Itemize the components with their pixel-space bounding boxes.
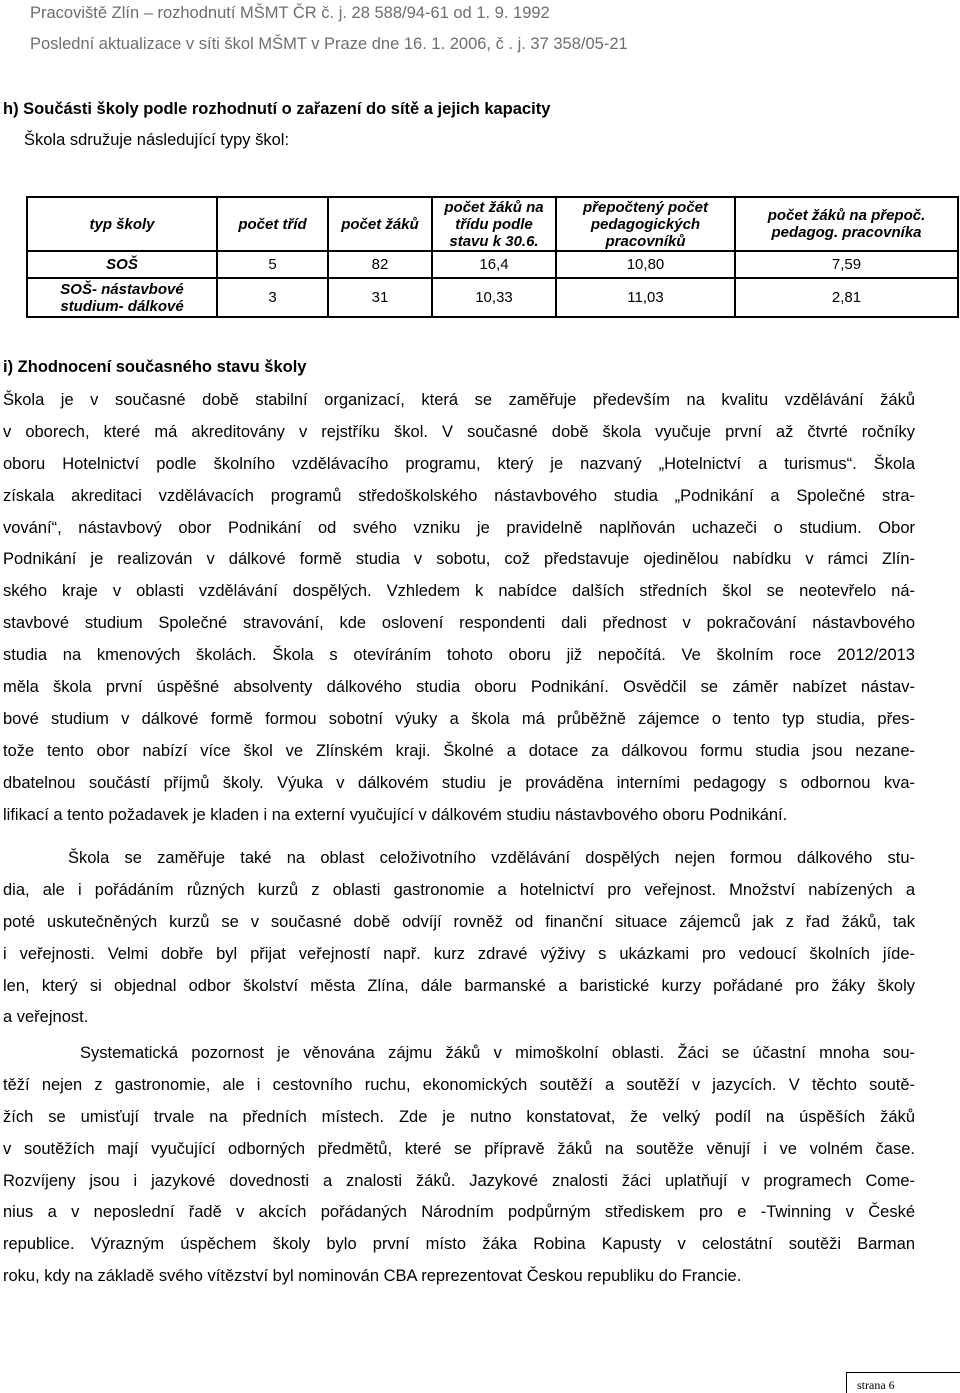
paragraph-line: Škola se zaměřuje také na oblast celoživotního vzdělávání dospělých nejen formou dálkového stu-: [68, 849, 915, 867]
paragraph-line: ského kraje v oblasti vzdělávání dospělých. Vzhledem k nabídce dalších středních škol se neotevřelo ná-: [3, 582, 915, 601]
school-capacity-table: [26, 196, 959, 318]
paragraph-2: [3, 843, 915, 1034]
paragraph-line: studia na kmenových školách. Škola s otevíráním tohoto oboru již nepočítá. Ve školním roce 2012/2013: [3, 646, 915, 665]
paragraph-1: [3, 385, 915, 831]
table-cell: 3: [217, 278, 328, 317]
paragraph-line: stavbové studium Společné stravování, kde oslovení respondenti dali přednost v pokračování nástavbového: [3, 614, 915, 633]
table-header-cell: přepočtený počet pedagogických pracovníků: [556, 197, 735, 251]
table-cell: 31: [328, 278, 432, 317]
table-cell: SOŠ- nástavbové studium- dálkové: [27, 278, 217, 317]
paragraph-line: bové studium v dálkové formě formou sobotní výuky a škola má průběžně zájemce o tento typ studia, přes-: [3, 709, 915, 728]
table-cell: 10,80: [556, 251, 735, 278]
table-header-cell: typ školy: [27, 197, 217, 251]
paragraph-line: lifikací a tento požadavek je kladen i na externí vyučující v dálkovém studiu nástavbového oboru Podnikání.: [3, 805, 788, 824]
paragraph-line: a veřejnost.: [3, 1008, 89, 1027]
table-cell: 5: [217, 251, 328, 278]
section-h-intro: Škola sdružuje následující typy škol:: [24, 131, 290, 149]
paragraph-line: těží nejen z gastronomie, ale i cestovního ruchu, ekonomických soutěží a soutěží v jazycích. V těchto soutě-: [3, 1075, 915, 1094]
paragraph-line: dia, ale i pořádáním různých kurzů z oblasti gastronomie a hotelnictví pro veřejnost. Množství nabízených a: [3, 880, 915, 899]
paragraph-line: vování“, nástavbový obor Podnikání od svého vzniku je pravidelně naplňován uchazeči o studium. Obor: [3, 518, 915, 537]
paragraph-line: Rozvíjeny jsou i jazykové dovednosti a znalosti žáků. Jazykové znalosti žáci uplatňují v programech Come-: [3, 1171, 915, 1190]
table-cell: 16,4: [432, 251, 556, 278]
section-h-title: h) Součásti školy podle rozhodnutí o zařazení do sítě a jejich kapacity: [3, 100, 551, 118]
table-header-row: [27, 197, 958, 251]
header-line-1: Pracoviště Zlín – rozhodnutí MŠMT ČR č. j. 28 588/94-61 od 1. 9. 1992: [30, 4, 550, 22]
paragraph-line: tože tento obor nabízí více škol ve Zlínském kraji. Školné a dotace za dálkovou formu studia jsou nezane-: [3, 741, 915, 760]
paragraph-line: měla škola první úspěšné absolventy dálkového studia oboru Podnikání. Osvědčil se záměr nabízet nástav-: [3, 678, 915, 697]
table-cell: 2,81: [735, 278, 958, 317]
table-cell: 7,59: [735, 251, 958, 278]
paragraph-line: Škola je v současné době stabilní organizací, která se zaměřuje především na kvalitu vzdělávání žáků: [3, 391, 915, 409]
table-row: [27, 251, 958, 278]
section-i-title: i) Zhodnocení současného stavu školy: [3, 358, 307, 376]
paragraph-line: oboru Hotelnictví podle školního vzdělávacího programu, který je nazvaný „Hotelnictví a turismus“. Škola: [3, 454, 915, 473]
document-header: [0, 0, 960, 63]
header-line-2: Poslední aktualizace v síti škol MŠMT v Praze dne 16. 1. 2006, č . j. 37 358/05-21: [30, 35, 628, 53]
table-cell: SOŠ: [27, 251, 217, 278]
table-cell: 11,03: [556, 278, 735, 317]
table-header-cell: počet žáků: [328, 197, 432, 251]
paragraph-line: dbatelnou součástí příjmů školy. Výuka v dálkovém studiu je prováděna interními pedagogy s odbornou kva-: [3, 773, 915, 792]
paragraph-line: republice. Výrazným úspěchem školy bylo první místo žáka Robina Kapusty v celostátní soutěži Barman: [3, 1235, 915, 1254]
paragraph-line: získala akreditaci vzdělávacích programů středoškolského nástavbového studia „Podnikání a Společné stra-: [3, 486, 915, 505]
table-header-cell: počet tříd: [217, 197, 328, 251]
table-header-cell: počet žáků na třídu podle stavu k 30.6.: [432, 197, 556, 251]
page-number: strana 6: [846, 1372, 960, 1393]
paragraph-line: roku, kdy na základě svého vítězství byl nominován CBA reprezentovat Českou republiku do Francie.: [3, 1267, 742, 1286]
paragraph-line: v soutěžích mají vyučující odborných předmětů, které se přípravě žáků na soutěže věnují i ve volném čase.: [3, 1139, 915, 1158]
paragraph-line: Podnikání je realizován v dálkové formě studia v sobotu, což představuje ojedinělou nabídku v rámci Zlín-: [3, 550, 915, 569]
table-header-cell: počet žáků na přepoč. pedagog. pracovníka: [735, 197, 958, 251]
paragraph-line: len, který si objednal odbor školství města Zlína, dále barmanské a baristické kurzy pořádané pro žáky školy: [3, 976, 915, 995]
paragraph-line: Systematická pozornost je věnována zájmu žáků v mimoškolní oblasti. Žáci se účastní mnoha sou-: [80, 1044, 915, 1062]
paragraph-line: poté uskutečněných kurzů se v současné době odvíjí rovněž od finanční situace zájemců jak z řad žáků, tak: [3, 912, 915, 931]
paragraph-line: žích se umisťují trvale na předních místech. Zde je nutno konstatovat, že velký podíl na úspěších žáků: [3, 1107, 915, 1126]
table-cell: 82: [328, 251, 432, 278]
paragraph-3: [3, 1038, 915, 1293]
paragraph-line: v oborech, které má akreditovány v rejstříku škol. V současné době škola vyučuje první až čtvrté ročníky: [3, 422, 915, 441]
table-cell: 10,33: [432, 278, 556, 317]
table-row: [27, 278, 958, 317]
paragraph-line: i veřejnosti. Velmi dobře byl přijat veřejností např. kurz zdravé výživy s ukázkami pro vedoucí školních jíde-: [3, 944, 915, 963]
paragraph-line: nius a v neposlední řadě v akcích pořádaných Národním podpůrným střediskem pro e -Twinning v České: [3, 1203, 915, 1222]
